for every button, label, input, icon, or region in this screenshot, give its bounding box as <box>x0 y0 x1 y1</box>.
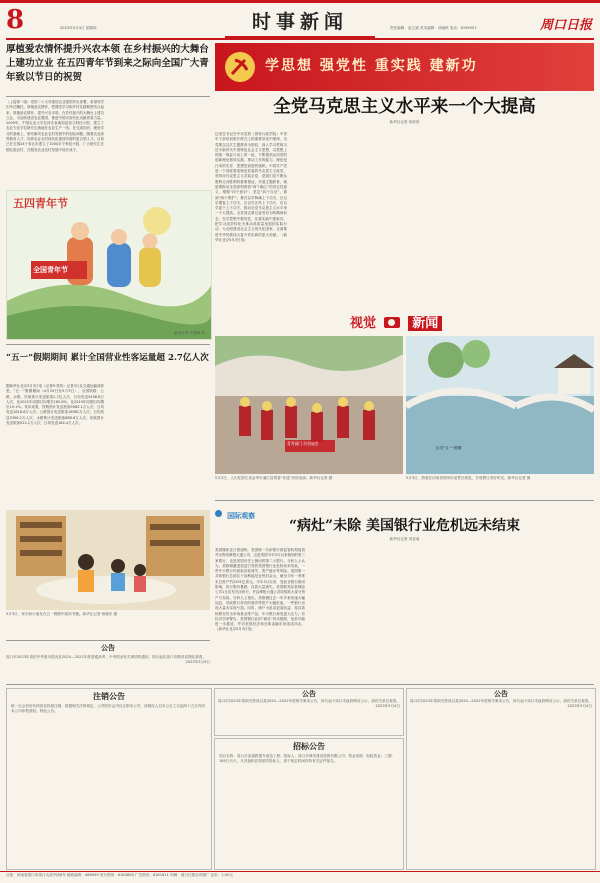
cancel-notice-box <box>6 688 212 870</box>
intl-body-col3 <box>407 548 497 680</box>
section-title-box <box>225 8 375 38</box>
left-top-headline: 厚植爱农情怀提升兴农本领 在乡村振兴的大舞台上建功立业 在五四青年节到来之际向全国广大青年致以节日的祝贺 <box>6 44 209 83</box>
main-body-col5 <box>523 132 594 262</box>
footer-rule <box>0 871 600 872</box>
left-notice-date: 2023年5月4日 <box>185 660 210 665</box>
main-body-col4 <box>446 132 518 262</box>
youth-day-title: 五四青年节 <box>13 197 68 210</box>
notice-a-body: 周口市2023年招商引资项目及2020—2022年度相关事项公告，即日起于周口市政府网站公示，请有关单位查看。 <box>218 699 400 703</box>
visual-news-label <box>350 312 442 330</box>
divider <box>215 500 594 501</box>
left-notice-body: 周口市2023年高招中考基本情况及2020—2022年度普通高考、中考情况有关事项的通知，即日起在周口市教育局网站查看。 <box>6 655 206 659</box>
folk-parade-tag: 青秀园门·民俗庙会 <box>287 441 319 446</box>
main-byline: 新华社记者 何欣欣 <box>389 120 420 124</box>
library-photo-art <box>6 510 210 610</box>
intl-label-text: 国际观察 <box>227 512 256 520</box>
intl-body-col4 <box>503 548 594 680</box>
main-body: 这里总书记在中央党校（国家行政学院）中青年干部培训班开班式上的重要讲话中强调，全党要以这次主题教育为契机，深入学习贯彻习近平新时代中国特色社会主义思想，以思想上的统一保证行动上的一致，不断提高运用党的创新理论指导实践、推动工作的能力。理论是行动的先导，思想是前进的旗帜。中国共产党是一个高度重视理论武装的马克思主义政党，坚持用马克思主义武装全党，是我们党不断从胜利走向胜利的重要保证。开展主题教育，就是要推动全党深刻领悟“两个确立”的决定性意义，增强“四个意识”、坚定“四个自信”、做到“两个维护”。要在以学铸魂上下功夫，在以学增智上下功夫，在以学正风上下功夫，在以学促干上下功夫，推动全党马克思主义水平来一个大提高。全党同志要以奋发有为的精神状态，在学思想中强党性，在重实践中建新功，把学习成效转化为推动高质量发展的实际行动，为全面建设社会主义现代化国家、全面推进中华民族伟大复兴作出新的更大贡献。（新华社北京5月3日电） <box>215 132 287 242</box>
footer-text: 社址：河南省周口市周口大道中段6号 邮政编码：466099 发行热线：6183858 广告热线：6181811 印刷：周口日报社印刷厂 定价：1.00元 <box>6 873 234 877</box>
main-body-col3 <box>369 132 441 262</box>
notice-b-date: 2023年5月4日 <box>567 704 592 709</box>
park-bridge-caption: 5月3日，游客在河南省郑州市某景区游览，享受假日美好时光。新华社记者 摄 <box>406 476 531 480</box>
date-line: 2023年5月4日 星期四 <box>60 26 97 30</box>
left-top-body-cont <box>110 100 210 190</box>
left-mid-body: 据新华社北京5月3日电（记者叶昊鸣）记者3日从交通运输部获悉，“五一”假期期间（4月29日至5月3日），全国铁路、公路、水路、民航预计发送旅客2.7亿人次，日均发送5458.8万人次，比2022年同期日均增长162.8%，比2019年同期日均增长19.1%。具体来看，铁路预计发送旅客9083.1万人次，日均发送1816.6万人次；公路预计发送旅客16981万人次，日均发送3396.2万人次；水路预计发送旅客688.6万人次；民航预计发送旅客922.1万人次，日均发送184.4万人次。 <box>6 384 104 426</box>
folk-parade-art <box>215 336 403 474</box>
intl-body: 美国媒体近日报道称，美国第一共和银行被监管机构接管并出售给摩根大通公司，这是美国今年3月以来倒闭的第三家银行，也是美国历史上倒闭的第二大银行。分析人士认为，美联储激进加息引发的美国银行业危机尚未结束，一些中小银行仍面临存款流失、资产缩水等风险。美国第一共和银行总部位于加利福尼亚州旧金山，截至今年一季度末总资产约2291亿美元。今年3月以来，受硅谷银行倒闭影响，该行股价暴跌，存款大量流失。美国联邦存款保险公司1日宣布关闭该行，并由摩根大通公司收购其大部分资产与存款。分析人士指出，美联储过去一年多来快速大幅加息，导致银行持有的债券等资产大幅贬值，一些银行出现大量未实现亏损。同时，储户为追求更高收益，将存款转移至货币市场基金等产品，中小银行承受更大压力。有经济学家警告，美国银行业的“病灶”仍未根除，危机可能进一步蔓延，并对美国经济和全球金融市场造成冲击。（新华社北京5月3日电） <box>215 548 305 632</box>
park-bridge-photo <box>406 336 594 474</box>
left-notice-box <box>6 640 210 683</box>
left-mid-body-cont <box>110 384 210 504</box>
left-top-body: （上接第一版）党的二十大对建设农业强国作出部署，希望同学们牢记嘱托，厚植爱农情怀，把课堂学习和乡村实践紧密结合起来，厚植爱农情怀，提升兴农本领，在乡村振兴的大舞台上建功立业，为加快建设农业强国、推进中国式现代化贡献青春力量。2009年，中国农业大学在河北省曲周县设立科技小院，建立了农业专业学位研究生就地在农业生产一线，在完成知识、理论学习的基础上，研究解决农业农村发展中的实际问题。随着农业高等教育人才，培养农业农村现代化建设所需的复合型人才。目前已在全国24个省区市建立了1000多个科技小院，广大研究生长期扎根农村，在服务农业农村发展中成长成才。 <box>6 100 104 152</box>
notice-a-title: 公告 <box>302 690 316 698</box>
editor-line: 责任编辑：赵文斌 美术编辑：孙晓秋 电话：6199507 <box>390 26 477 30</box>
folk-parade-photo <box>215 336 403 474</box>
intl-headline: “病灶”未除 美国银行业危机远未结束 <box>289 518 520 534</box>
divider <box>6 684 594 685</box>
header-top-rule <box>0 0 600 3</box>
invest-notice-title: 招标公告 <box>293 742 325 751</box>
theme-banner <box>215 43 594 91</box>
youth-day-banner: 全国青年节 <box>33 266 68 274</box>
intl-byline: 新华社记者 刘亚南 <box>389 537 420 541</box>
notice-box-a <box>214 688 404 736</box>
invest-notice-box <box>214 738 404 870</box>
notice-box-b <box>406 688 596 870</box>
party-emblem-icon <box>223 50 257 84</box>
header-rule <box>6 38 594 40</box>
cancel-notice-body: 统一社会信用代码营业执照注销，根据相关法律规定，公司股东会决议注销本公司，请债权人自本公告之日起四十五日内向本公司申报债权。特此公告。 <box>11 704 206 714</box>
cancel-notice-title: 注销公告 <box>93 692 125 701</box>
library-photo <box>6 510 210 610</box>
notice-a-date: 2023年5月4日 <box>375 704 400 709</box>
youth-day-caption: 新华社发 朱慧卿 作 <box>173 330 205 335</box>
masthead: 周口日报 <box>540 18 593 33</box>
youth-day-box <box>6 190 212 340</box>
divider <box>6 344 210 345</box>
visual-news-label-left: 视觉 <box>350 316 377 331</box>
main-body-col2 <box>292 132 364 262</box>
park-bridge-art <box>406 336 594 474</box>
invest-notice-body: 项目名称：周口市某道路提升改造工程；招标人：周口市城市建设投资有限公司；资金来源：财政资金；工期：180日历天。凡具备相应资质的投标人，请于规定时间内持有关证件报名。 <box>219 754 396 764</box>
intl-body-col2 <box>311 548 401 680</box>
section-title: 时事新闻 <box>251 11 348 33</box>
notice-b-body: 周口市2023年招商引资项目及2020—2022年度相关事项公告，即日起于周口市政府网站公示，请有关单位查看。 <box>410 699 592 703</box>
page-number: 8 <box>6 5 25 35</box>
left-notice-title: 公告 <box>101 644 115 652</box>
divider <box>6 96 210 97</box>
visual-news-label-right: 新闻 <box>408 316 442 331</box>
notice-b-title: 公告 <box>494 690 508 698</box>
park-bridge-tag: 乐享“五一”假期 <box>436 446 462 450</box>
theme-banner-slogan: 学思想 强党性 重实践 建新功 <box>265 58 478 74</box>
left-mid-headline: “五一”假期期间 累计全国营业性客运量超 2.7亿人次 <box>6 353 209 363</box>
main-headline: 全党马克思主义水平来一个大提高 <box>273 97 536 117</box>
camera-icon <box>384 317 400 328</box>
library-photo-caption: 5月3日，家长和小朋友在五一假期中阅读书籍。新华社记者 杨晓东 摄 <box>6 612 118 616</box>
folk-parade-caption: 5月2日，人们在浙江省金华市浦江县观看“非遗”民俗表演。新华社记者 摄 <box>215 476 333 480</box>
